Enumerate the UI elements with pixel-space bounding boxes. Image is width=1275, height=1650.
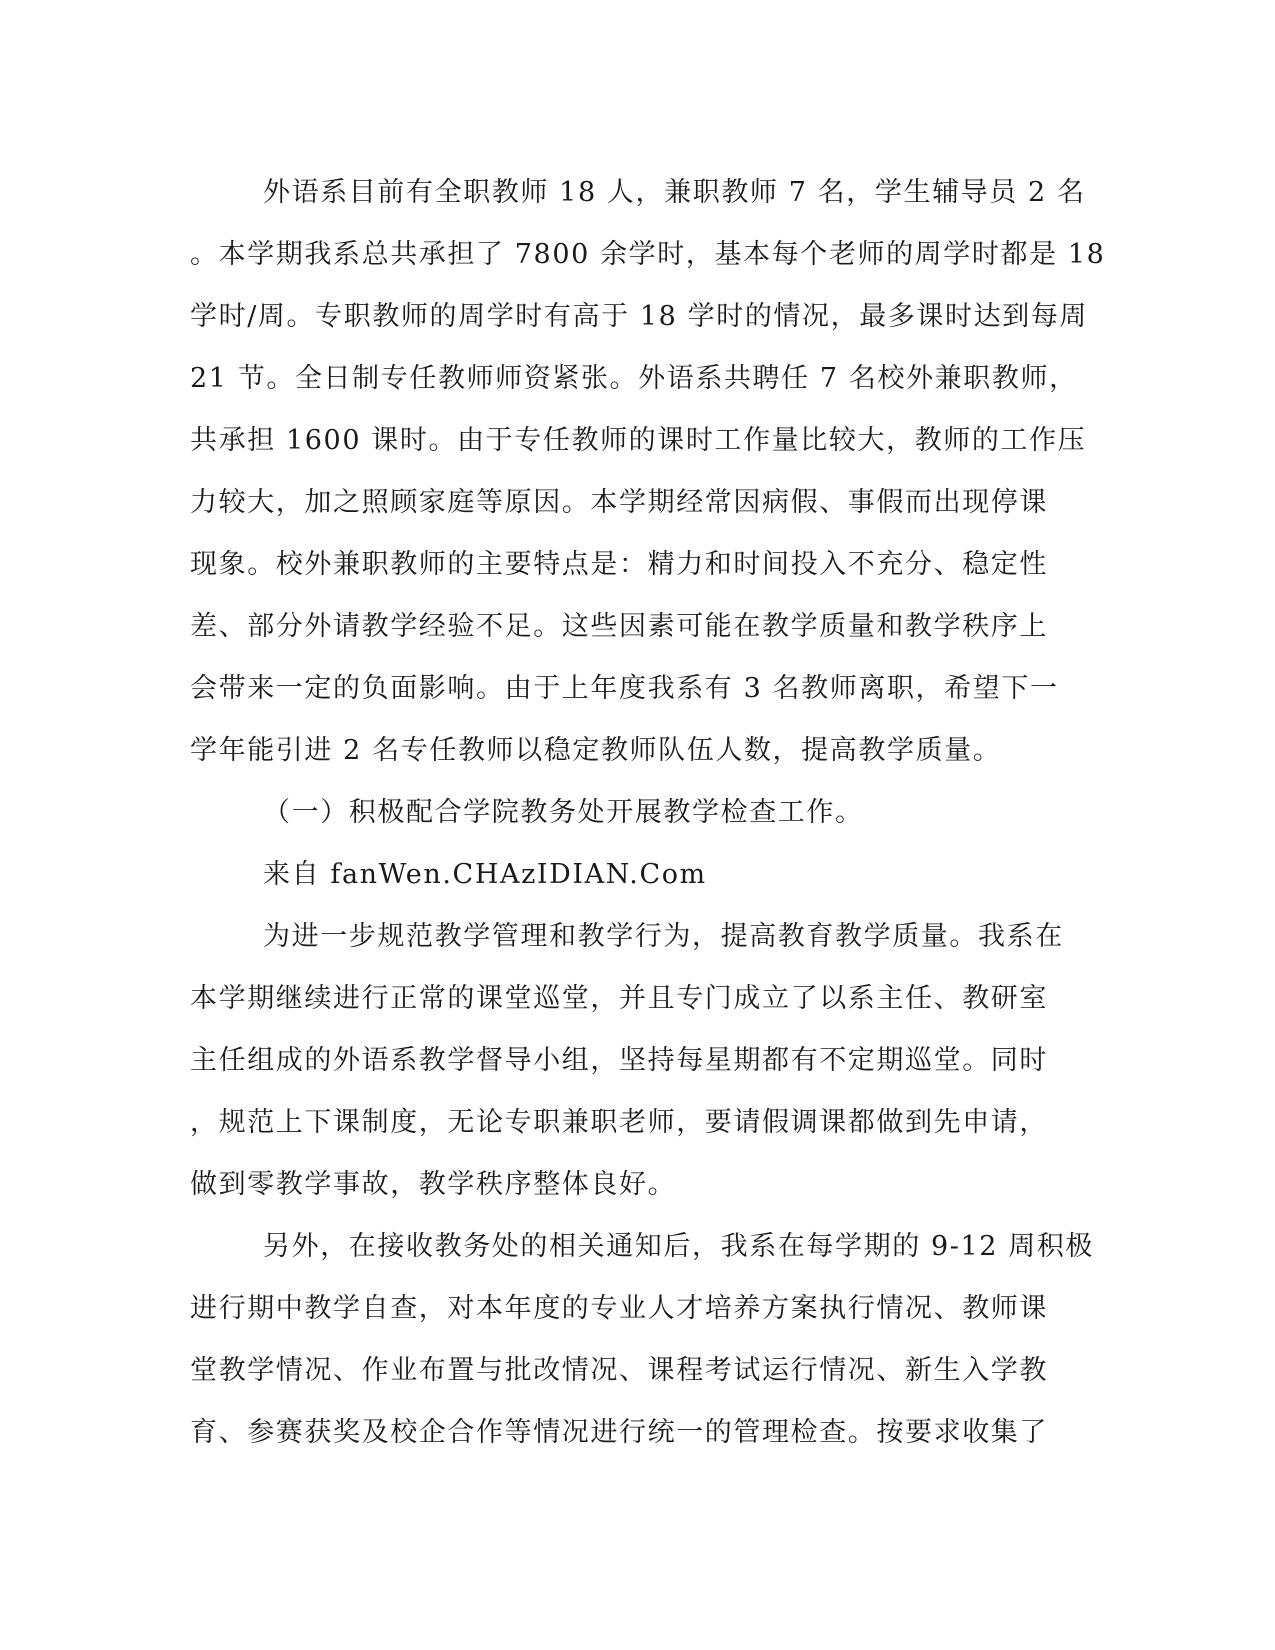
section-heading: （一）积极配合学院教务处开展教学检查工作。: [263, 797, 864, 828]
text-line: 另外，在接收教务处的相关通知后，我系在每学期的 9-12 周积极: [263, 1231, 1095, 1262]
text-line: 21 节。全日制专任教师师资紧张。外语系共聘任 7 名校外兼职教师，: [190, 363, 1078, 394]
text-line: 外语系目前有全职教师 18 人，兼职教师 7 名，学生辅导员 2 名: [263, 177, 1086, 208]
paragraph-midterm-check: [190, 1216, 1095, 1464]
text-line: 做到零教学事故，教学秩序整体良好。: [190, 1169, 677, 1200]
document-body: [190, 162, 1106, 1464]
text-line: 学年能引进 2 名专任教师以稳定教师队伍人数，提高教学质量。: [190, 735, 1002, 766]
text-line: 力较大，加之照顾家庭等原因。本学期经常因病假、事假而出现停课: [190, 487, 1048, 518]
paragraph-inspection: [190, 906, 1085, 1216]
text-line: 进行期中教学自查，对本年度的专业人才培养方案执行情况、教师课: [190, 1293, 1048, 1324]
paragraph-staffing: [190, 162, 1106, 782]
source-line: 来自 fanWen.CHAzIDIAN.Com: [263, 859, 707, 890]
text-line: 。本学期我系总共承担了 7800 余学时，基本每个老师的周学时都是 18: [190, 239, 1106, 270]
text-line: 会带来一定的负面影响。由于上年度我系有 3 名教师离职，希望下一: [190, 673, 1059, 704]
text-line: 现象。校外兼职教师的主要特点是：精力和时间投入不充分、稳定性: [190, 549, 1048, 580]
text-line: 主任组成的外语系教学督导小组，坚持每星期都有不定期巡堂。同时: [190, 1045, 1048, 1076]
text-line: 本学期继续进行正常的课堂巡堂，并且专门成立了以系主任、教研室: [190, 983, 1048, 1014]
text-line: 为进一步规范教学管理和教学行为，提高教育教学质量。我系在: [263, 921, 1064, 952]
text-line: 堂教学情况、作业布置与批改情况、课程考试运行情况、新生入学教: [190, 1355, 1048, 1386]
text-line: 差、部分外请教学经验不足。这些因素可能在教学质量和教学秩序上: [190, 611, 1048, 642]
text-line: 育、参赛获奖及校企合作等情况进行统一的管理检查。按要求收集了: [190, 1417, 1048, 1448]
text-line: 共承担 1600 课时。由于专任教师的课时工作量比较大，教师的工作压: [190, 425, 1087, 456]
text-line: 学时/周。专职教师的周学时有高于 18 学时的情况，最多课时达到每周: [190, 301, 1089, 332]
text-line: ，规范上下课制度，无论专职兼职老师，要请假调课都做到先申请，: [190, 1107, 1048, 1138]
